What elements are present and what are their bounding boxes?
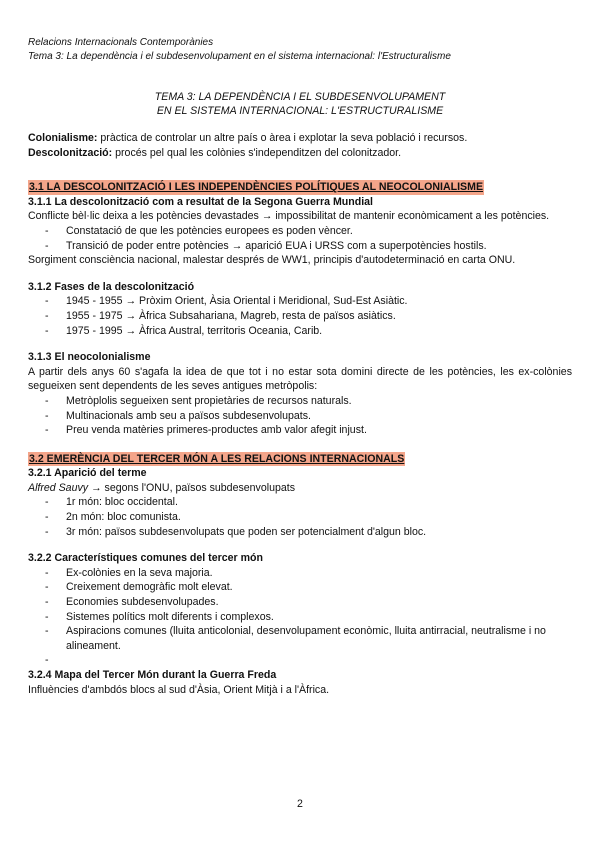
subsection-title-3-2-1: 3.2.1 Aparició del terme [28,467,147,480]
list-item: - 3r món: països subdesenvolupats que poden ser potencialment d'algun bloc. [28,525,572,540]
paragraph [28,481,572,496]
list-item: - Multinacionals amb seu a països subdesenvolupats. [28,409,572,424]
definition-term: Descolonització: [28,146,113,159]
author-name: Alfred Sauvy [28,481,89,494]
bullet-list [28,394,572,438]
header-course: Relacions Internacionals Contemporànies [28,37,214,48]
definitions [28,131,572,160]
title-line-1: TEMA 3: LA DEPENDÈNCIA I EL SUBDESENVOLUPAMENT [154,91,446,103]
subsection-title-3-1-3: 3.1.3 El neocolonialisme [28,351,151,364]
list-item: - 1955 - 1975 → Àfrica Subsahariana, Magreb, resta de països asiàtics. [28,309,572,324]
list-item: - Metròplolis segueixen sent propietàries de recursos naturals. [28,394,572,409]
subsection-title-3-2-2: 3.2.2 Característiques comunes del tercer món [28,552,263,565]
list-item: - Preu venda matèries primeres-productes amb valor afegit injust. [28,423,572,438]
list-item: - 2n món: bloc comunista. [28,510,572,525]
list-item: - Ex-colònies en la seva majoria. [28,566,572,581]
list-item: - Sistemes polítics molt diferents i complexos. [28,610,572,625]
bullet-list [28,495,572,539]
list-item: - Creixement demogràfic molt elevat. [28,580,572,595]
list-item-empty [28,653,572,668]
definition-text: procés pel qual les colònies s'independitzen del colonitzador. [112,146,402,159]
bullet-list [28,294,572,338]
list-item: - 1r món: bloc occidental. [28,495,572,510]
paragraph-text: → segons l'ONU, països subdesenvolupats [88,481,296,494]
definition-term: Colonialisme: [28,132,98,144]
title-line-2: EN EL SISTEMA INTERNACIONAL: L'ESTRUCTURALISME [156,105,444,117]
header-topic: Tema 3: La dependència i el subdesenvolupament en el sistema internacional: l'Estructuralisme [28,50,451,62]
list-item: - Aspiracions comunes (lluita anticolonial, desenvolupament econòmic, lluita antirracial, neutralisme i no alineament. [28,624,572,653]
section-heading-3-1: 3.1 LA DESCOLONITZACIÓ I LES INDEPENDÈNCIES POLÍTIQUES AL NEOCOLONIALISME [29,181,484,194]
running-header [28,36,572,63]
list-item: - 1945 - 1955 → Pròxim Orient, Àsia Oriental i Meridional, Sud-Est Asiàtic. [28,294,572,309]
definition-text: pràctica de controlar un altre país o àrea i explotar la seva població i recursos. [97,132,468,144]
page-number: 2 [297,798,303,810]
document-page [28,36,572,697]
list-item: - Economies subdesenvolupades. [28,595,572,610]
definition-colonialisme [28,131,572,146]
bullet-list [28,566,572,668]
paragraph: Sorgiment consciència nacional, malestar després de WW1, principis d'autodeterminació en carta ONU. [28,254,516,267]
paragraph: Conflicte bèl·lic deixa a les potències devastades → impossibilitat de mantenir econòmicament a les potències. [28,210,550,223]
list-item: - 1975 - 1995 → Àfrica Austral, territoris Oceania, Carib. [28,324,572,339]
definition-descolonitzacio [28,146,572,161]
paragraph: Influències d'ambdós blocs al sud d'Àsia, Orient Mitjà i a l'Àfrica. [28,683,330,696]
bullet-list [28,224,572,253]
document-title [28,90,572,118]
subsection-title-3-2-4: 3.2.4 Mapa del Tercer Món durant la Guerra Freda [28,669,277,681]
subsection-title-3-1-1: 3.1.1 La descolonització com a resultat de la Segona Guerra Mundial [28,195,373,208]
subsection-title-3-1-2: 3.1.2 Fases de la descolonització [28,280,195,293]
section-heading-3-2: 3.2 EMERÈNCIA DEL TERCER MÓN A LES RELACIONS INTERNACIONALS [29,452,405,465]
paragraph: A partir dels anys 60 s'agafa la idea de que tot i no estar sota domini directe de les potències, les ex-colònies segueixen sent dependents de les seves antigues metròpolis: [28,365,572,393]
list-item: - Transició de poder entre potències → aparició EUA i URSS com a superpotències hostils. [28,239,572,254]
list-item: - Constatació de que les potències europees es poden vèncer. [28,224,572,239]
